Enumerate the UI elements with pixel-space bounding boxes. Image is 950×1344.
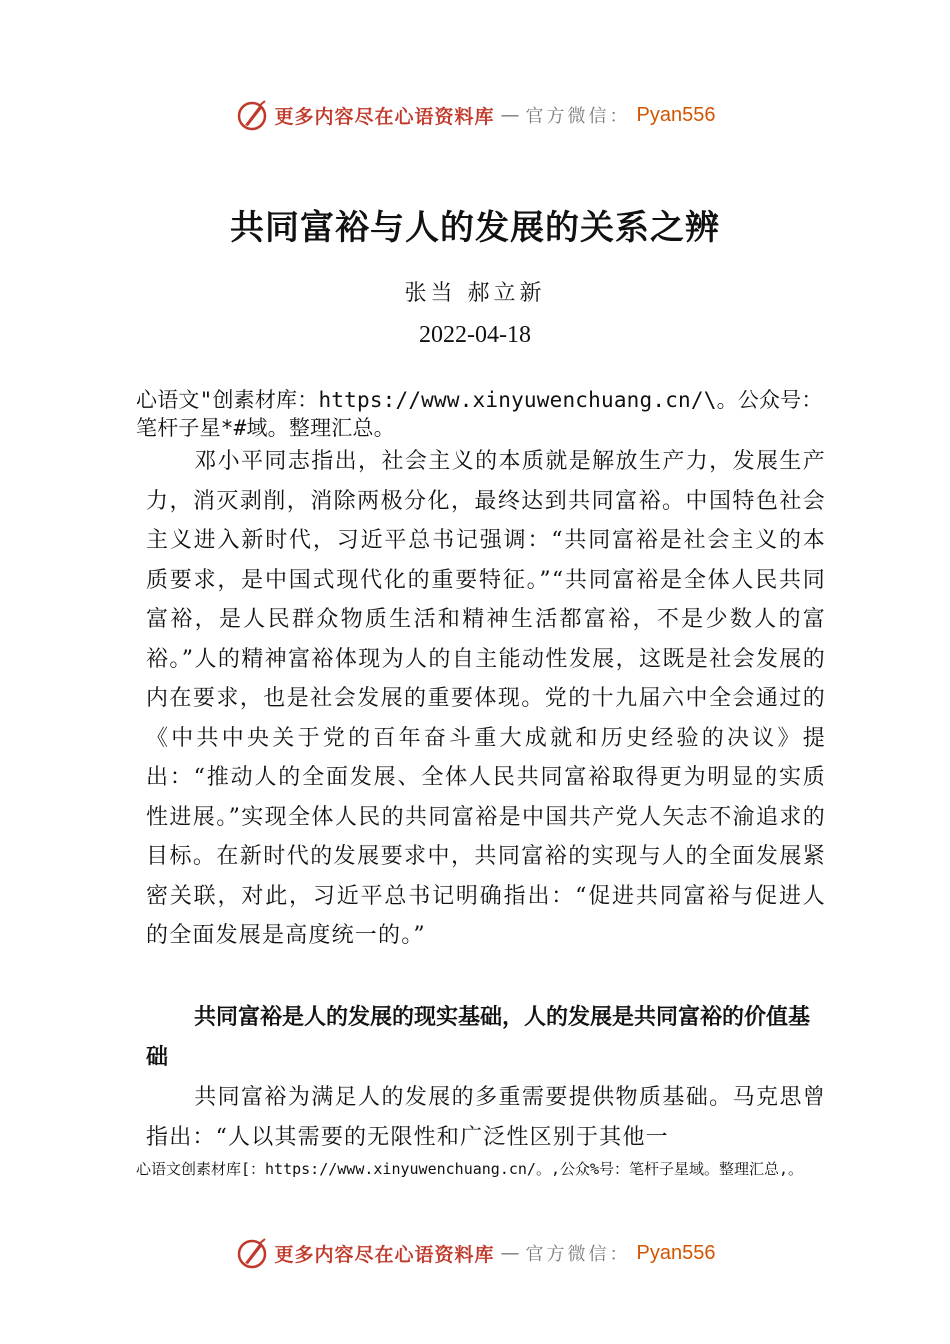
body-paragraph (146, 442, 826, 956)
banner-slogan: 更多内容尽在心语资料库 (274, 1243, 495, 1266)
body-paragraph (146, 1078, 826, 1157)
quill-logo-icon (235, 98, 269, 132)
article-authors: 张当 郝立新 (404, 281, 546, 306)
article-date: 2022-04-18 (419, 322, 531, 348)
banner-slogan: 更多内容尽在心语资料库 (274, 105, 495, 128)
section-heading-text: 共同富裕是人的发展的现实基础，人的发展是共同富裕的价值基础 (146, 1005, 811, 1070)
paragraph-text: 邓小平同志指出，社会主义的本质就是解放生产力，发展生产力，消灭剥削，消除两极分化，最终达到共同富裕。中国特色社会主义进入新时代，习近平总书记强调：“共同富裕是社会主义的本质要求，是中国式现代化的重要特征。”“共同富裕是全体人民共同富裕，是人民群众物质生活和精神生活都富裕，不是少数人的富裕。”人的精神富裕体现为人的自主能动性发展，这既是社会发展的内在要求，也是社会发展的重要体现。党的十九届六中全会通过的《中共中央关于党的百年奋斗重大成就和历史经验的决议》提出：“推动人的全面发展、全体人民共同富裕取得更为明显的实质性进展。”实现全体人民的共同富裕是中国共产党人矢志不渝追求的目标。在新时代的发展要求中，共同富裕的实现与人的全面发展紧密关联，对此，习近平总书记明确指出：“促进共同富裕与促进人的全面发展是高度统一的。” (146, 449, 826, 948)
banner-wechat-id: Pyan556 (636, 1241, 716, 1264)
banner-wechat-label: 官方微信： (525, 1244, 631, 1265)
banner-separator: — (500, 104, 520, 126)
banner-separator: — (500, 1242, 520, 1264)
section-heading (146, 998, 816, 1078)
quill-logo-icon (235, 1236, 269, 1270)
header-banner (0, 95, 950, 135)
source-note: 心语文"创素材库：https://www.xinyuwenchuang.cn/\。公众号：笔杆子星*#域。整理汇总。 (136, 388, 823, 440)
footer-note: 心语文创素材库[：https://www.xinyuwenchuang.cn/。,公众%号：笔杆子星域。整理汇总,。 (136, 1160, 804, 1178)
banner-wechat-id: Pyan556 (636, 103, 716, 126)
paragraph-text: 共同富裕为满足人的发展的多重需要提供物质基础。马克思曾指出：“人以其需要的无限性和广泛性区别于其他一 (146, 1085, 826, 1150)
article-title: 共同富裕与人的发展的关系之辨 (230, 208, 720, 248)
footer-banner (0, 1233, 950, 1273)
banner-wechat-label: 官方微信： (525, 106, 631, 127)
